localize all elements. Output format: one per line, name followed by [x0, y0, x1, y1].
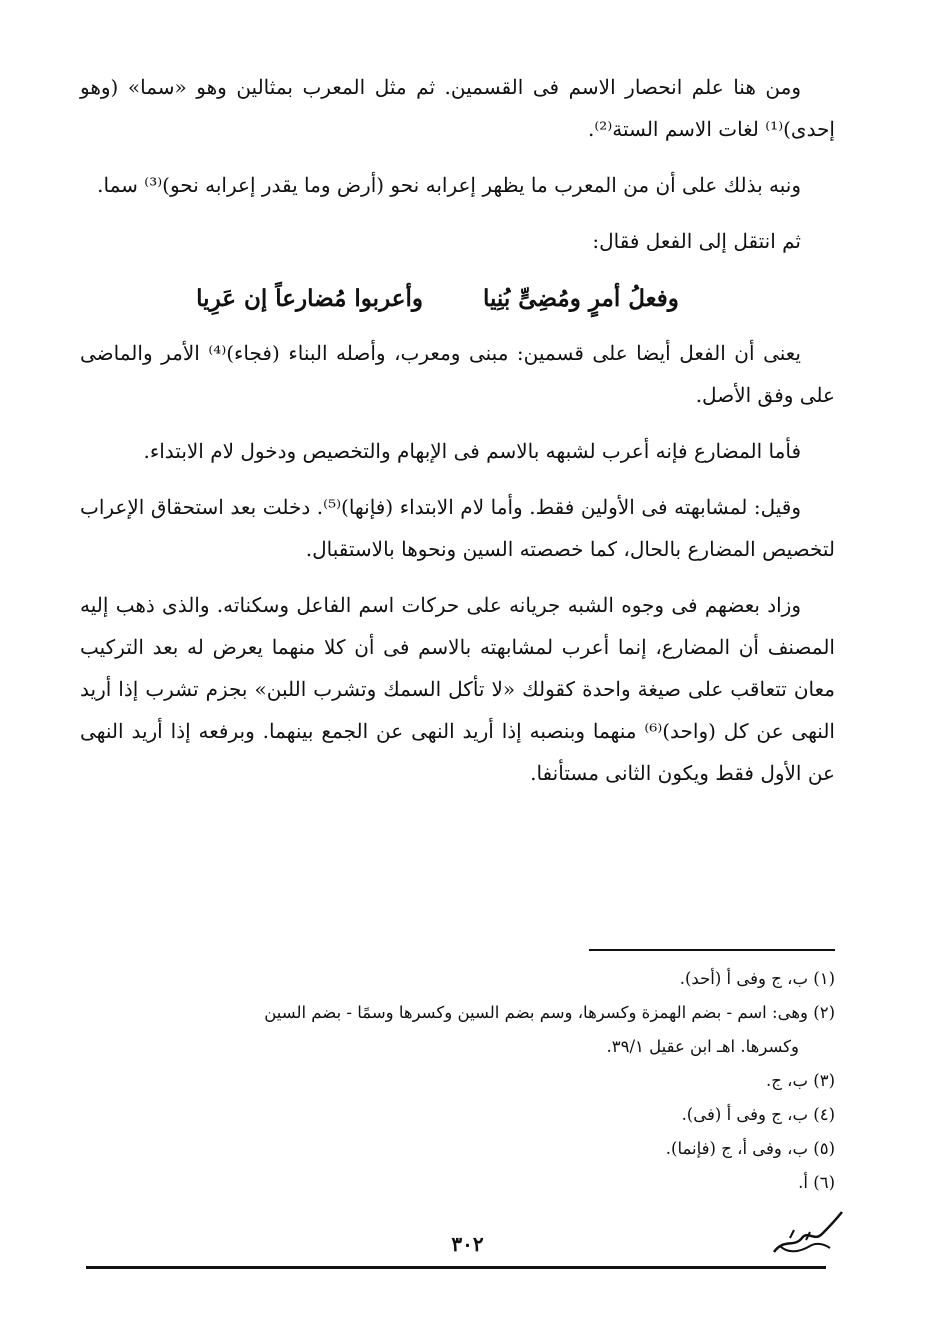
verse-second-hemistich: وأعربوا مُضارعاً إن عَرِيا	[196, 285, 423, 312]
footnote-3: (٣) ب، ج.	[766, 1071, 835, 1090]
footnotes	[80, 962, 835, 1200]
footnote-2: (٢) وهى: اسم - بضم الهمزة وكسرها، وسم بضم السين وكسرها وسمًا - بضم السين	[264, 1003, 835, 1022]
footnote-separator	[589, 949, 835, 951]
paragraph-1: ومن هنا علم انحصار الاسم فى القسمين. ثم مثل المعرب بمثالين وهو «سما» (وهو إحدى)⁽¹⁾ لغات الاسم الستة⁽²⁾.	[80, 75, 835, 141]
footnote-4: (٤) ب، ج وفى أ (فى).	[681, 1105, 835, 1124]
paragraph-5: فأما المضارع فإنه أعرب لشبهه بالاسم فى الإبهام والتخصيص ودخول لام الابتداء.	[143, 439, 801, 463]
paragraph-6: وقيل: لمشابهته فى الأولين فقط. وأما لام الابتداء (فإنها)⁽⁵⁾. دخلت بعد استحقاق الإعراب لتخصيص المضارع بالحال، كما خصصته السين ونحوها بالاستقبال.	[80, 495, 835, 561]
page-number: ٣٠٢	[451, 1232, 484, 1256]
page-body	[80, 66, 835, 808]
footnote-1: (١) ب، ج وفى أ (أحد).	[679, 969, 835, 988]
paragraph-7: وزاد بعضهم فى وجوه الشبه جريانه على حركات اسم الفاعل وسكناته. والذى ذهب إليه المصنف أن المضارع، إنما أعرب لمشابهته بالاسم فى أن كلا منهما يعرض له بعد التركيب معان تتعاقب على صيغة واحدة كقولك «لا تأكل السمك وتشرب اللبن» بجزم تشرب إذا أريد النهى عن كل (واحد)⁽⁶⁾ منهما وبنصبه إذا أريد النهى عن الجمع بينهما. وبرفعه إذا أريد النهى عن الأول فقط ويكون الثانى مستأنفا.	[80, 593, 835, 785]
verse-line	[80, 276, 835, 322]
footnote-5: (٥) ب، وفى أ، ج (فإنما).	[665, 1139, 835, 1158]
verse-first-hemistich: وفعلُ أمرٍ ومُضِىٍّ بُنِيا	[482, 285, 679, 312]
footnote-6: (٦) أ.	[798, 1173, 835, 1192]
footnote-2-continuation: وكسرها. اهـ ابن عقيل ٣٩/١.	[606, 1037, 799, 1056]
paragraph-2: ونبه بذلك على أن من المعرب ما يظهر إعرابه نحو (أرض وما يقدر إعرابه نحو)⁽³⁾ سما.	[97, 173, 801, 197]
bottom-rule	[86, 1266, 826, 1269]
paragraph-3: ثم انتقل إلى الفعل فقال:	[592, 229, 801, 253]
paragraph-4: يعنى أن الفعل أيضا على قسمين: مبنى ومعرب، وأصله البناء (فجاء)⁽⁴⁾ الأمر والماضى على وفق الأصل.	[80, 341, 835, 407]
